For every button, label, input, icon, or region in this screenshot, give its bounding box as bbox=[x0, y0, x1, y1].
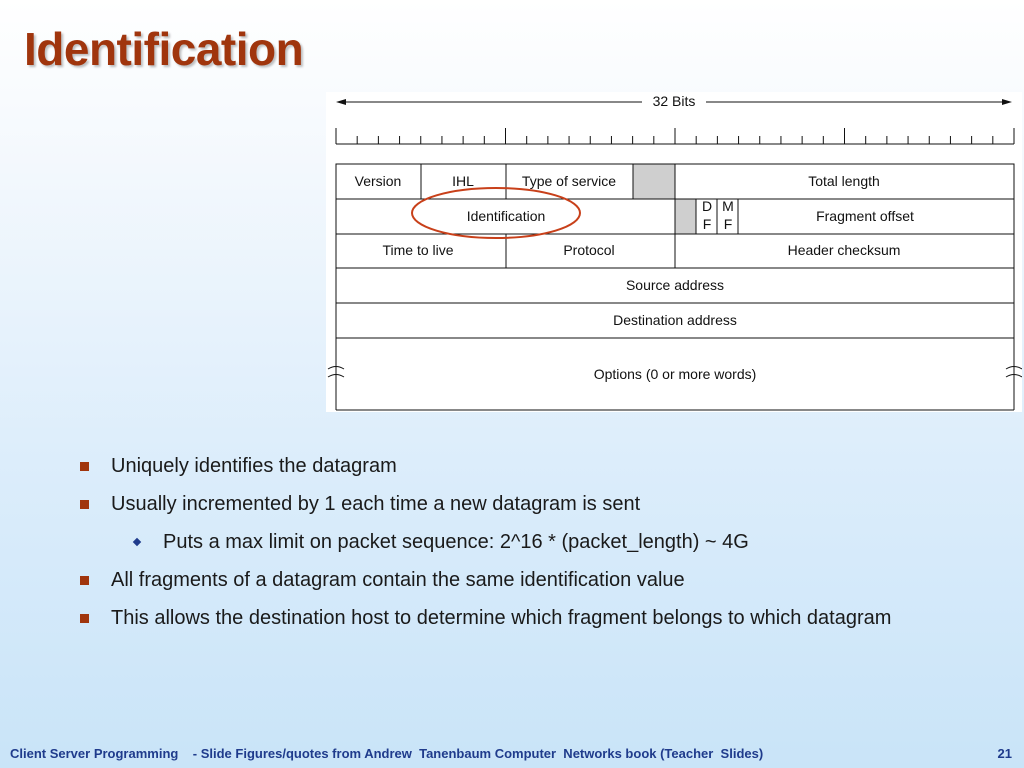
square-bullet-icon bbox=[80, 614, 89, 623]
field-source-address: Source address bbox=[625, 277, 725, 293]
unused-flag-cell bbox=[675, 199, 696, 234]
field-time-to-live: Time to live bbox=[382, 242, 454, 258]
arrow-right-head bbox=[1002, 99, 1012, 105]
field-mf-top: M bbox=[722, 198, 734, 214]
field-version: Version bbox=[354, 173, 402, 189]
bullet-list bbox=[80, 453, 960, 643]
bit-ruler bbox=[336, 128, 1014, 144]
sub-bullet-item bbox=[132, 529, 960, 556]
field-header-checksum: Header checksum bbox=[787, 242, 901, 258]
arrow-left-head bbox=[336, 99, 346, 105]
ip-header-svg bbox=[326, 92, 1022, 412]
page-number: 21 bbox=[997, 746, 1012, 761]
field-fragment-offset: Fragment offset bbox=[816, 208, 914, 224]
footer-credit: Client Server Programming - Slide Figures/quotes from Andrew Tanenbaum Computer Networks book (Teacher Slides) bbox=[10, 746, 764, 761]
slide-title: Identification bbox=[24, 23, 304, 75]
bullet-text: Usually incremented by 1 each time a new datagram is sent bbox=[111, 493, 641, 515]
field-type-of-service: Type of service bbox=[521, 173, 617, 189]
bullet-text: Uniquely identifies the datagram bbox=[111, 455, 397, 477]
bullet-text: All fragments of a datagram contain the same identification value bbox=[111, 569, 685, 591]
field-options: Options (0 or more words) bbox=[593, 366, 757, 382]
field-identification: Identification bbox=[466, 208, 546, 224]
bullet-item bbox=[80, 605, 960, 632]
bullet-item bbox=[80, 567, 960, 594]
field-df-top: D bbox=[701, 198, 713, 214]
field-df-bottom: F bbox=[702, 216, 712, 232]
square-bullet-icon bbox=[80, 462, 89, 471]
field-mf-bottom: F bbox=[723, 216, 733, 232]
square-bullet-icon bbox=[80, 576, 89, 585]
bullet-text: This allows the destination host to determine which fragment belongs to which datagram bbox=[111, 607, 892, 629]
width-label: 32 Bits bbox=[652, 93, 696, 109]
bullet-item bbox=[80, 491, 960, 518]
field-protocol: Protocol bbox=[563, 242, 615, 258]
slide-footer bbox=[0, 744, 1024, 764]
unused-cell-row1 bbox=[633, 164, 675, 199]
field-destination-address: Destination address bbox=[613, 312, 737, 328]
sub-bullet-text: Puts a max limit on packet sequence: 2^16 * (packet_length) ~ 4G bbox=[163, 531, 749, 553]
diamond-bullet-icon bbox=[133, 538, 141, 546]
ip-header-diagram bbox=[326, 92, 1022, 412]
field-ihl: IHL bbox=[452, 173, 474, 189]
field-total-length: Total length bbox=[808, 173, 880, 189]
bullet-item bbox=[80, 453, 960, 480]
square-bullet-icon bbox=[80, 500, 89, 509]
